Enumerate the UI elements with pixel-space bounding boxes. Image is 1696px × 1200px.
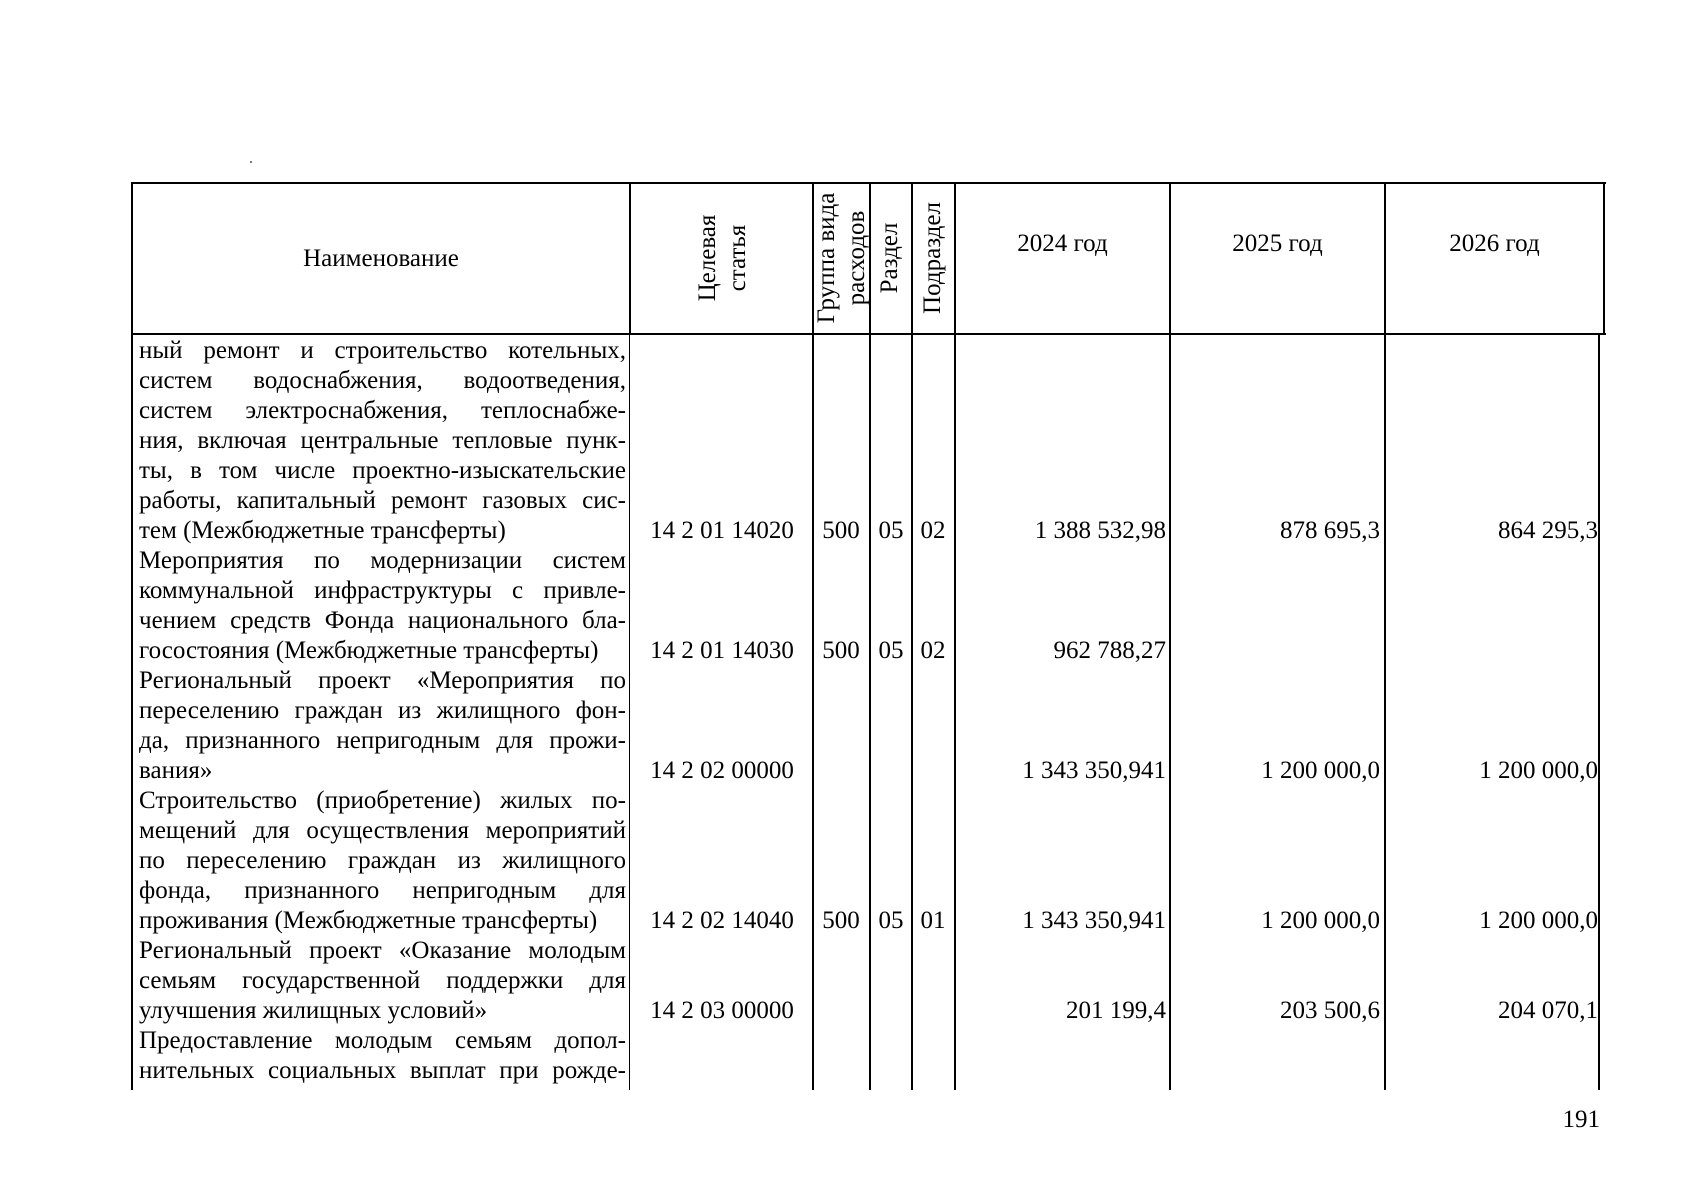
speck xyxy=(250,161,252,163)
row-subsection: 02 xyxy=(920,517,946,544)
row-expense-group: 500 xyxy=(822,637,860,664)
row-name-line: ния, включая центральные тепловые пунк- xyxy=(139,427,626,454)
row-value-2025: 1 200 000,0 xyxy=(1261,907,1380,934)
header-expense-group-line2: расходов xyxy=(843,210,870,306)
row-name-line: коммунальной инфраструктуры с привле- xyxy=(139,577,626,604)
row-subsection: 02 xyxy=(920,637,946,664)
row-name-line: вания» xyxy=(139,757,213,784)
row-value-2024: 962 788,27 xyxy=(1053,637,1166,664)
row-target-article: 14 2 02 14040 xyxy=(650,907,794,934)
row-name-line: проживания (Межбюджетные трансферты) xyxy=(139,907,598,934)
row-value-2024: 1 343 350,941 xyxy=(1022,757,1166,784)
row-value-2026: 1 200 000,0 xyxy=(1479,907,1598,934)
row-target-article: 14 2 01 14020 xyxy=(650,517,794,544)
col-divider-section xyxy=(911,182,913,1090)
row-name-line: семьям государственной поддержки для xyxy=(139,967,626,994)
row-name-line: Региональный проект «Оказание молодым xyxy=(139,937,626,964)
col-divider-subsection xyxy=(954,182,956,1090)
row-name-line: улучшения жилищных условий» xyxy=(139,997,488,1024)
page-number: 191 xyxy=(1562,1106,1600,1133)
table-right-border xyxy=(1598,334,1600,1090)
row-value-2024: 201 199,4 xyxy=(1066,997,1166,1024)
row-target-article: 14 2 03 00000 xyxy=(650,997,794,1024)
row-name-line: по переселению граждан из жилищного xyxy=(139,847,626,874)
header-subsection: Подраздел xyxy=(919,202,946,314)
row-name-line: Региональный проект «Мероприятия по xyxy=(139,667,626,694)
header-2026: 2026 год xyxy=(1449,230,1540,257)
table-right-border xyxy=(1603,182,1605,333)
row-subsection: 01 xyxy=(920,907,946,934)
row-name-line: систем электроснабжения, теплоснабже- xyxy=(139,397,626,424)
row-name-line: Мероприятия по модернизации систем xyxy=(139,547,626,574)
row-value-2026: 864 295,3 xyxy=(1498,517,1598,544)
row-name-line: фонда, признанного непригодным для xyxy=(139,877,626,904)
header-section: Раздел xyxy=(876,222,903,294)
row-value-2026: 204 070,1 xyxy=(1498,997,1598,1024)
row-value-2024: 1 388 532,98 xyxy=(1034,517,1166,544)
header-target-article xyxy=(693,215,753,302)
row-name-line: тем (Межбюджетные трансферты) xyxy=(139,517,506,544)
row-value-2025: 203 500,6 xyxy=(1280,997,1380,1024)
col-divider-2024 xyxy=(1169,182,1171,1090)
row-name-line: работы, капитальный ремонт газовых сис- xyxy=(139,487,626,514)
row-name-line: систем водоснабжения, водоотведения, xyxy=(139,367,626,394)
row-name-line: Предоставление молодым семьям допол- xyxy=(139,1027,626,1054)
row-name-line: ты, в том числе проектно-изыскательские xyxy=(139,457,626,484)
row-name-line: нительных социальных выплат при рожде- xyxy=(139,1057,626,1084)
row-target-article: 14 2 02 00000 xyxy=(650,757,794,784)
row-name-line: ный ремонт и строительство котельных, xyxy=(139,337,626,364)
header-2025: 2025 год xyxy=(1232,230,1323,257)
col-divider-2025 xyxy=(1384,182,1386,1090)
row-section: 05 xyxy=(878,517,904,544)
header-target-article-line1: Целевая xyxy=(694,214,721,302)
row-expense-group: 500 xyxy=(822,907,860,934)
row-section: 05 xyxy=(878,907,904,934)
row-section: 05 xyxy=(878,637,904,664)
row-value-2025: 878 695,3 xyxy=(1280,517,1380,544)
row-name-line: переселению граждан из жилищного фон- xyxy=(139,697,626,724)
header-target-article-line2: статья xyxy=(724,224,751,292)
header-2024: 2024 год xyxy=(1017,230,1108,257)
row-name-line: да, признанного непригодным для прожи- xyxy=(139,727,626,754)
row-value-2026: 1 200 000,0 xyxy=(1479,757,1598,784)
row-name-line: чением средств Фонда национального бла- xyxy=(139,607,626,634)
row-name-line: госостояния (Межбюджетные трансферты) xyxy=(139,637,599,664)
row-name-line: мещений для осуществления мероприятий xyxy=(139,817,626,844)
row-name-line: Строительство (приобретение) жилых по- xyxy=(139,787,626,814)
header-expense-group xyxy=(812,193,872,324)
header-name: Наименование xyxy=(303,244,459,272)
row-value-2024: 1 343 350,941 xyxy=(1022,907,1166,934)
row-target-article: 14 2 01 14030 xyxy=(650,637,794,664)
col-divider-name xyxy=(629,334,630,1090)
header-expense-group-line1: Группа вида xyxy=(813,192,840,324)
col-divider-name xyxy=(629,182,631,333)
row-value-2025: 1 200 000,0 xyxy=(1261,757,1380,784)
row-expense-group: 500 xyxy=(822,517,860,544)
